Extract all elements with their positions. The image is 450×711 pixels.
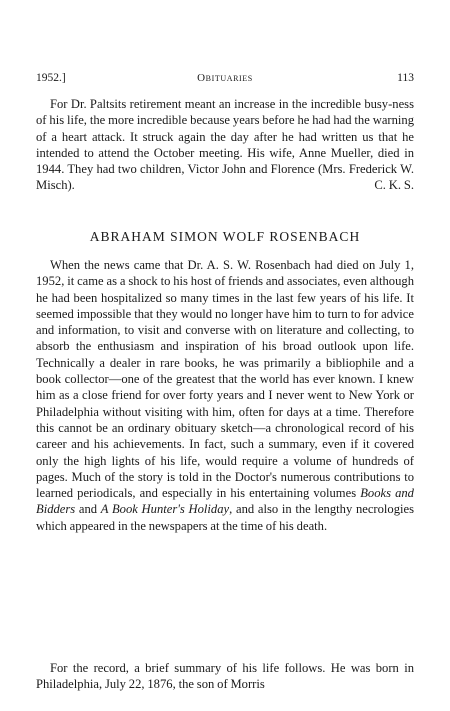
author-initials: C. K. S.	[374, 178, 414, 193]
obituary-paragraph-text: , and also in the lengthy necrologies which appeared in the newspapers at the time of his death.	[36, 502, 415, 533]
obituary-heading: ABRAHAM SIMON WOLF ROSENBACH	[89, 229, 361, 244]
obituary-paragraph-text: When the news came that Dr. A. S. W. Rosenbach had died on July 1, 1952, it came as a shock to his host of friends and associates, even although he had been hospitalized so many times in the last few years of his life. It seemed impossible that they would no longer have him to turn to for advice and information, to visit and converse with on literature and collecting, to absorb the enthusiasm and inspiration of his broad outlook upon life. Technically a dealer in rare books, he was primarily a bibliophile and a book collector—one of the greatest that the world has ever known. I knew him as a close friend for over forty years and I never went to New York or Philadelphia without visiting with him, often for days at a time. Therefore this cannot be an ordinary obituary sketch—a chronological record of his career and his achievements. In fact, such a summary, even if it covered only the high lights of his life, would require a volume of hundreds of pages. Much of the story is told in the Doctor's numerous contributions to learned periodicals, and especially in his entertaining volumes	[36, 258, 414, 501]
obituary-paragraph	[36, 257, 414, 534]
book-title: A Book Hunter's Holiday	[100, 502, 230, 517]
previous-obituary-closing-paragraph	[36, 96, 414, 194]
running-head	[36, 72, 414, 88]
running-head-section: Obituaries	[197, 72, 253, 84]
running-head-year: 1952.]	[36, 72, 66, 84]
previous-obituary-text: For Dr. Paltsits retirement meant an increase in the incredible busy-ness of his life, the more incredible because years before he had had the warning of a heart attack. It struck again the day after he had written us that he intended to attend the October meeting. His wife, Anne Mueller, died in 1944. They had two children, Victor John and Florence (Mrs. Frederick W. Misch).	[36, 97, 414, 193]
book-title: Books and Bidders	[36, 486, 414, 517]
conjunction-text: and	[75, 502, 101, 517]
biography-summary-paragraph: For the record, a brief summary of his life follows. He was born in Philadelphia, July 22, 1876, the son of Morris	[36, 661, 414, 692]
page-number: 113	[397, 72, 414, 84]
